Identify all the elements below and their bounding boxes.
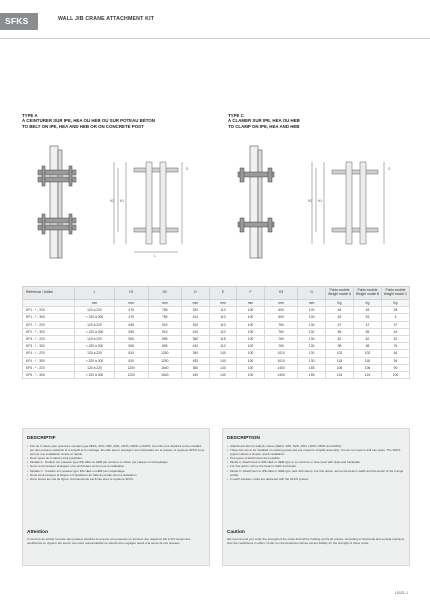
table-cell: 100 — [382, 371, 410, 378]
table-cell: 110 — [209, 314, 237, 321]
table-cell: 55 — [354, 328, 382, 335]
table-cell: KF3 - * - 300 — [23, 343, 75, 350]
type-c-french: À CLAMER SUR IPE, HEA OU HEB — [228, 118, 300, 124]
dim-d-label: D — [186, 167, 189, 171]
col-header: E — [209, 287, 237, 300]
table-cell: 124 — [354, 371, 382, 378]
table-cell: 110 — [209, 307, 237, 314]
list-item: • Modèle A : Fixation sur poteaux type IPE HEA ou HEB par ceinture ou béton par plaque et contreplaque. — [27, 460, 205, 464]
unit-cell: mm — [148, 300, 182, 307]
table-cell: 47 — [354, 321, 382, 328]
unit-cell — [23, 300, 75, 307]
table-cell: 1250 — [148, 357, 182, 364]
brand-logo: SFKS — [0, 13, 38, 30]
type-c-english: TO CLAMP ON IPE, HEA AND HEB — [228, 123, 300, 129]
attention-title: Attention — [27, 530, 49, 535]
table-cell: 140 — [209, 364, 237, 371]
table-cell: 82 — [326, 335, 354, 342]
unit-cell: Kg — [326, 300, 354, 307]
table-cell: 106 — [354, 364, 382, 371]
table-cell: 120 à 220 — [75, 364, 115, 371]
page-header — [0, 0, 430, 40]
attention-text: Il convient de vérifier la tenue des poteaux destinés à recevoir vos potences en fonction des réactions RH et RV issues des coefficients en vigueur. En aucun cas notre responsabilité ne saurait être engagée quant à la tenue de ces poteaux. — [27, 537, 191, 546]
table-cell: 100 — [298, 307, 326, 314]
list-item: • Model A: Attachment to IPE HEA or HEB-type or to concrete or steel post with plate and backplate. — [227, 460, 405, 464]
table-cell: 635 — [115, 321, 149, 328]
table-cell: 410 — [182, 314, 210, 321]
table-cell: 130 — [298, 335, 326, 342]
table-body — [23, 300, 410, 379]
table-cell: 94 — [382, 357, 410, 364]
table-cell: 1250 — [148, 350, 182, 357]
table-cell: 915 — [148, 328, 182, 335]
table-cell: 410 — [182, 328, 210, 335]
table-cell: KF3 - * - 220 — [23, 335, 75, 342]
col-header: H3 — [264, 287, 298, 300]
table-cell: 100 — [298, 314, 326, 321]
table-cell: 350 — [182, 335, 210, 342]
table-cell: 430 — [182, 343, 210, 350]
descriptif-title: DESCRIPTIF — [27, 436, 56, 441]
table-cell: > 220 à 300 — [75, 328, 115, 335]
description-title: DESCRIPTION — [227, 436, 260, 441]
table-cell: 53 — [326, 314, 354, 321]
unit-cell: Kg — [354, 300, 382, 307]
table-cell: 505 — [115, 343, 149, 350]
type-c-heading — [228, 113, 300, 129]
table-cell: 120 à 220 — [75, 307, 115, 314]
type-a-drawing — [22, 140, 212, 265]
table-cell: 810 — [115, 350, 149, 357]
unit-cell: mm — [264, 300, 298, 307]
table-cell: 760 — [264, 321, 298, 328]
descriptif-box — [22, 428, 210, 566]
table-cell: 110 — [209, 343, 237, 350]
col-header: Poids modèle Weight model A — [326, 287, 354, 300]
table-cell: 130 — [298, 328, 326, 335]
type-c-label: TYPE C — [228, 113, 244, 118]
table-cell: 475 — [115, 307, 149, 314]
table-row — [23, 328, 410, 335]
table-cell: KF1 - * - 300 — [23, 314, 75, 321]
dim-g-label: G — [388, 167, 391, 171]
table-cell: 760 — [264, 343, 298, 350]
table-cell: 53 — [354, 314, 382, 321]
type-a-french: À CEINTURER SUR IPE, HEA OU HEB OU SUR POTEAU BÉTON — [22, 118, 155, 124]
table-cell: 45 — [326, 307, 354, 314]
type-a-english: TO BELT ON IPE, HEA AND HEB OR ON CONCRETE POST — [22, 123, 144, 129]
unit-cell: mm — [209, 300, 237, 307]
table-cell: 430 — [182, 357, 210, 364]
table-cell: 155 — [298, 371, 326, 378]
table-cell: KF4 - * - 300 — [23, 357, 75, 364]
table-cell: 100 — [237, 321, 265, 328]
table-cell: KF5 - * - 300 — [23, 371, 75, 378]
table-cell: 895 — [148, 335, 182, 342]
dim-h2-label: H2 — [308, 199, 313, 203]
caution-text: We recommend you verify the strength of the posts that will be holding up the jib cranes, according to horizontal and vertical reactions plus the coefficients in effect. Under no circumstances will we accept liability for the strength of these posts. — [227, 537, 405, 546]
list-item: • Deux types de fi xations sont possibles : — [27, 456, 205, 460]
col-header: Poids modèle Weight model C — [382, 287, 410, 300]
table-cell: 47 — [326, 321, 354, 328]
table-cell: KF2 - * - 300 — [23, 328, 75, 335]
table-cell: KF5 - * - 220 — [23, 364, 75, 371]
list-item: • Nous communiquer la largeur et la profondeur du fer pour la réalisation. — [27, 464, 205, 468]
table-row — [23, 343, 410, 350]
table-header-row — [23, 287, 410, 300]
type-a-label: TYPE A — [22, 113, 38, 118]
table-row — [23, 321, 410, 328]
unit-cell: mm — [298, 300, 326, 307]
list-item: • Nous communiquer la largeur et l'épaisseur de l'aile du profilé pour la réalisation. — [27, 473, 205, 477]
table-cell: 110 — [209, 328, 237, 335]
col-header: H1 — [115, 287, 149, 300]
table-cell: 106 — [326, 364, 354, 371]
type-c-drawing — [228, 140, 412, 265]
table-cell: 1200 — [115, 364, 149, 371]
table-cell: 140 — [209, 371, 237, 378]
col-header: F — [237, 287, 265, 300]
table-cell: 120 à 220 — [75, 335, 115, 342]
table-cell: 505 — [115, 335, 149, 342]
table-row — [23, 314, 410, 321]
table-cell: 55 — [326, 328, 354, 335]
table-cell: 140 — [209, 350, 237, 357]
table-cell: 100 — [237, 328, 265, 335]
table-cell: 45 — [354, 307, 382, 314]
table-cell: KF4 - * - 220 — [23, 350, 75, 357]
type-a-heading — [22, 113, 155, 129]
table-cell: 98 — [354, 343, 382, 350]
header-divider — [0, 38, 430, 39]
table-cell: 915 — [148, 321, 182, 328]
list-item: • Modèle C : Fixation sur poteaux type IPE HEA ou HEB par crapaudage. — [27, 469, 205, 473]
table-cell: 1010 — [264, 350, 298, 357]
table-cell: > 220 à 300 — [75, 357, 115, 364]
unit-cell: Kg — [382, 300, 410, 307]
dim-l-label: L — [154, 254, 156, 258]
table-cell: 1400 — [264, 364, 298, 371]
table-row — [23, 335, 410, 342]
description-box — [222, 428, 410, 566]
table-cell: 35 — [382, 307, 410, 314]
table-cell: > 220 à 300 — [75, 314, 115, 321]
table-cell: 1640 — [148, 371, 182, 378]
table-cell: 100 — [237, 314, 265, 321]
table-cell: 100 — [237, 371, 265, 378]
col-header: L — [75, 287, 115, 300]
table-cell: 110 — [209, 321, 237, 328]
unit-cell: mm — [75, 300, 115, 307]
table-cell: 600 — [264, 307, 298, 314]
table-cell: 100 — [237, 335, 265, 342]
table-cell: 895 — [148, 343, 182, 350]
table-units-row — [23, 300, 410, 307]
document-title: WALL JIB CRANE ATTACHMENT KIT — [58, 16, 155, 22]
table-cell: 102 — [354, 350, 382, 357]
col-header: D — [182, 287, 210, 300]
unit-cell: mm — [237, 300, 265, 307]
col-header: Référence / Artikel — [23, 287, 75, 300]
table-cell: 100 — [237, 350, 265, 357]
table-cell: 115 — [209, 335, 237, 342]
list-item: • Kits de fi xation pour potences murales type ZEFA, ZZS, NZD, ZZD, LZDS, NZDK et AZDS. Ces kits sont destinés à être installés sur des poteaux existants et à simplifi er le montage. En effet aucun perçage n'est nécessaire sur le poteau, le système SFKS vous permet une installation simple et rapide. — [27, 444, 205, 456]
table-cell: 600 — [264, 314, 298, 321]
table-cell: 37 — [382, 321, 410, 328]
list-item: • These kits are to be installed on existing posts and are meant to simplify assembly. You do not need to drill into posts. The SFKS system allows a simple, quick installation. — [227, 448, 405, 456]
table-cell: 755 — [148, 314, 182, 321]
table-cell: 98 — [326, 343, 354, 350]
dimensions-table — [22, 286, 410, 379]
caution-title: Caution — [227, 530, 245, 535]
table-cell: KF2 - * - 220 — [23, 321, 75, 328]
table-cell: > 220 à 300 — [75, 371, 115, 378]
table-cell: 130 — [298, 343, 326, 350]
table-cell: 755 — [148, 307, 182, 314]
description-list — [227, 444, 405, 481]
table-cell: 130 — [298, 321, 326, 328]
list-item: • For this option, tell us the beam's width and depth. — [227, 464, 405, 468]
dim-h1-label: H1 — [120, 199, 125, 203]
list-item: • Dans toutes les cas de figure, la boulonnerie est livrée avec le système SFKS. — [27, 477, 205, 481]
table-cell: 320 — [182, 307, 210, 314]
table-cell: 140 — [209, 357, 237, 364]
unit-cell: mm — [115, 300, 149, 307]
list-item: • Two types of attachment are possible: — [227, 456, 405, 460]
table-cell: 810 — [115, 357, 149, 364]
table-cell: 760 — [264, 328, 298, 335]
table-cell: 320 — [182, 321, 210, 328]
table-cell: 1640 — [148, 364, 182, 371]
table-cell: 430 — [182, 371, 210, 378]
table-cell: 130 — [298, 350, 326, 357]
table-row — [23, 350, 410, 357]
table-cell: 4 — [382, 314, 410, 321]
table-cell: 120 à 220 — [75, 350, 115, 357]
table-cell: 82 — [354, 335, 382, 342]
table-cell: 475 — [115, 314, 149, 321]
table-cell: 760 — [264, 335, 298, 342]
list-item: • Model C: Attachment to IPE HEA or HEB-type post with clamp. For this option, tell us the beam's width and the depth of the fl ange profile. — [227, 469, 405, 477]
table-cell: 44 — [382, 328, 410, 335]
table-cell: 52 — [382, 335, 410, 342]
list-item: • Attachment kits for wall jib cranes (ZEFA, ZZS, NZD, ZZD, LZDS, NZDK and AZDS). — [227, 444, 405, 448]
table-cell: 100 — [237, 357, 265, 364]
table-cell: 100 — [237, 307, 265, 314]
dim-h1-label: H1 — [318, 199, 323, 203]
table-row — [23, 357, 410, 364]
table-cell: 130 — [298, 357, 326, 364]
table-cell: 76 — [382, 343, 410, 350]
descriptif-list — [27, 444, 205, 481]
list-item: • In each situation, bolts are delivered with the SFKS system. — [227, 477, 405, 481]
table-cell: 1010 — [264, 357, 298, 364]
col-header: Poids modèle Weight model B — [354, 287, 382, 300]
table-cell: 118 — [354, 357, 382, 364]
table-cell: KF1 - * - 220 — [23, 307, 75, 314]
unit-cell: mm — [182, 300, 210, 307]
table-cell: 100 — [237, 364, 265, 371]
table-cell: 90 — [382, 364, 410, 371]
table-cell: 350 — [182, 350, 210, 357]
table-cell: 100 — [237, 343, 265, 350]
col-header: H2 — [148, 287, 182, 300]
col-header: G — [298, 287, 326, 300]
dim-h2-label: H2 — [110, 199, 115, 203]
table-cell: > 220 à 300 — [75, 343, 115, 350]
table-row — [23, 371, 410, 378]
table-cell: 155 — [298, 364, 326, 371]
table-cell: 635 — [115, 328, 149, 335]
table-cell: 118 — [326, 357, 354, 364]
page-reference: 10021-1 — [394, 591, 408, 595]
table-cell: 350 — [182, 364, 210, 371]
table-cell: 84 — [382, 350, 410, 357]
table-cell: 102 — [326, 350, 354, 357]
table-cell: 124 — [326, 371, 354, 378]
table-row — [23, 307, 410, 314]
table-row — [23, 364, 410, 371]
table-cell: 1200 — [115, 371, 149, 378]
table-cell: 1400 — [264, 371, 298, 378]
table-cell: 120 à 220 — [75, 321, 115, 328]
